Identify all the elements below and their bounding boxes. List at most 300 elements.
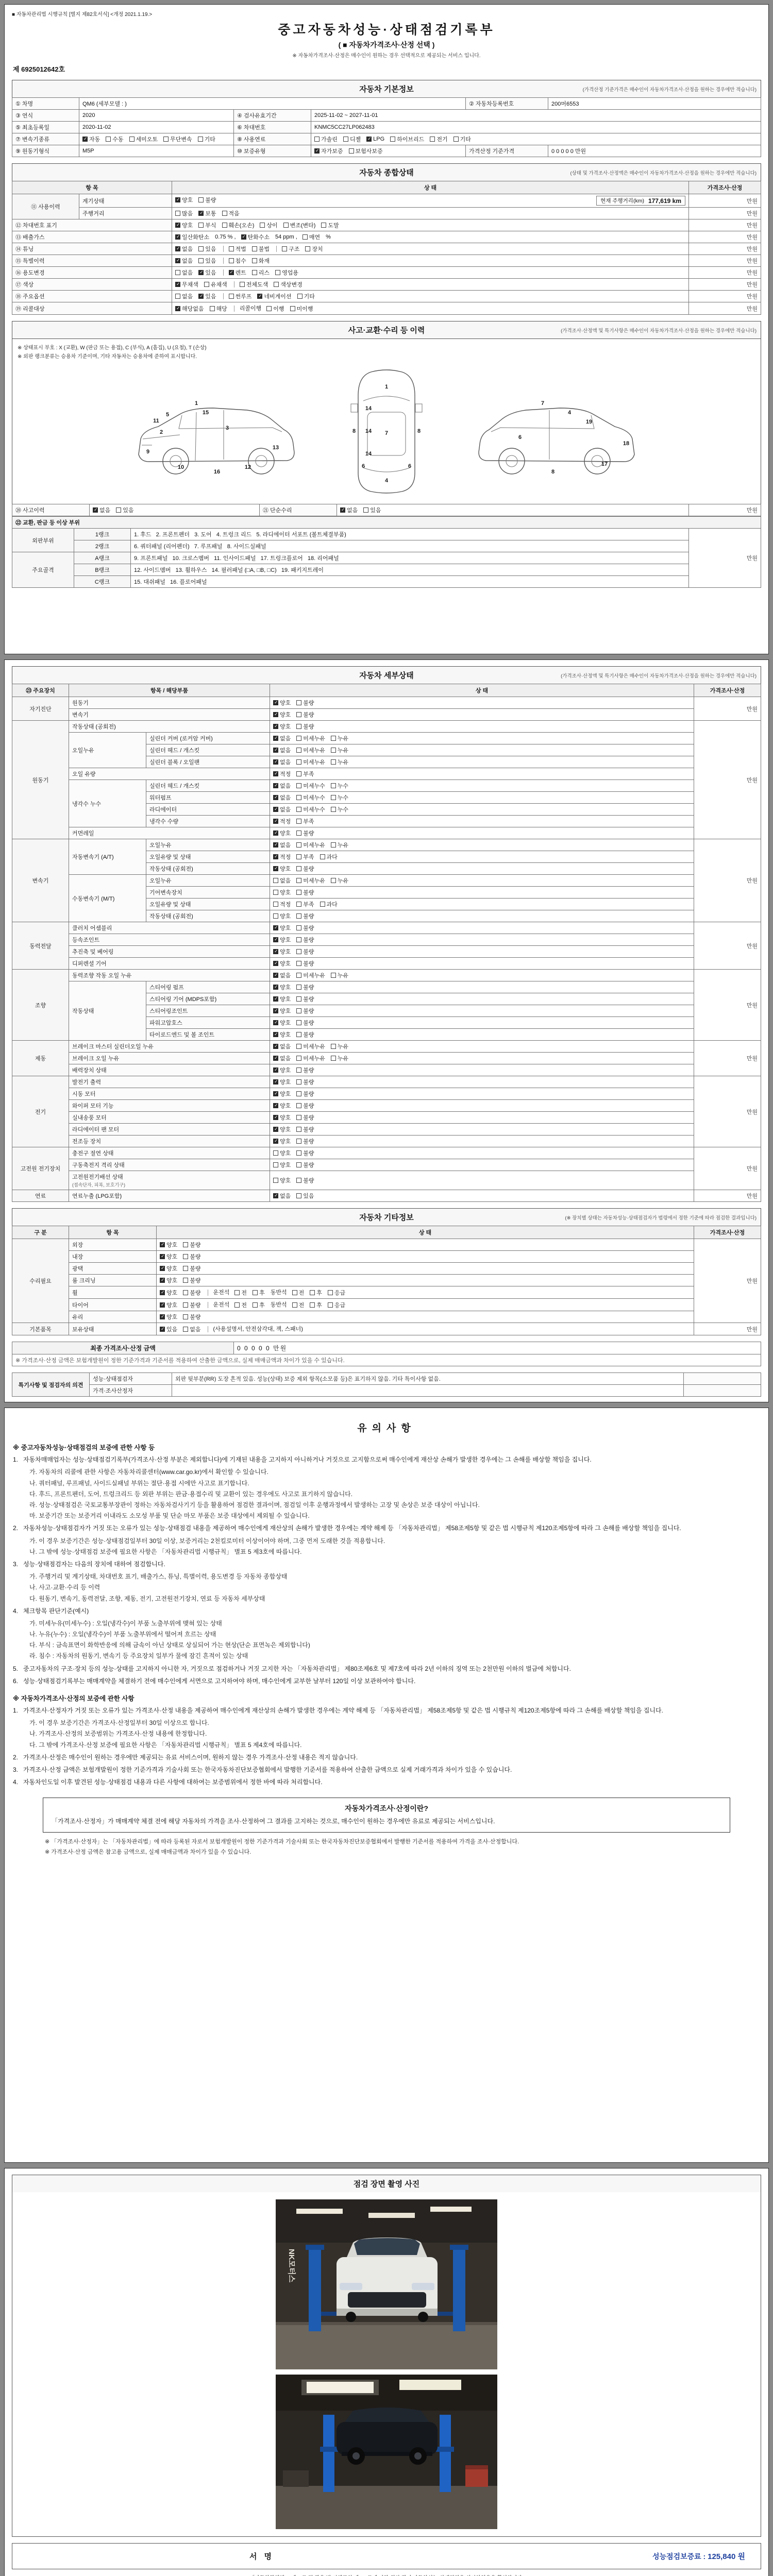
checkbox-option[interactable] [331, 758, 348, 766]
checkbox-option[interactable] [296, 817, 314, 825]
checkbox-option[interactable] [273, 971, 291, 979]
checkbox-option[interactable] [296, 971, 325, 979]
notice-item [13, 1523, 760, 1533]
checkbox-option[interactable] [331, 782, 348, 790]
checkbox-option[interactable] [183, 1252, 200, 1261]
checkbox-option[interactable] [273, 734, 291, 742]
checkbox-option[interactable] [340, 506, 358, 514]
checkbox-option[interactable] [273, 1007, 291, 1015]
checkbox-option[interactable] [273, 924, 291, 932]
checkbox-option[interactable] [296, 782, 325, 790]
checkbox-option[interactable] [175, 209, 193, 217]
checkbox-option[interactable] [296, 746, 325, 754]
checkbox-option[interactable] [296, 959, 314, 968]
checkbox-option[interactable] [296, 1078, 314, 1086]
device-row [12, 1323, 761, 1335]
checkbox-option[interactable] [253, 1301, 265, 1309]
checkbox-label: 기타 [460, 137, 471, 143]
checkbox-option[interactable] [175, 196, 193, 204]
checkbox-option[interactable] [296, 770, 314, 778]
checkbox-option[interactable] [183, 1325, 200, 1333]
checkbox-option[interactable] [160, 1313, 177, 1321]
checkbox-label: 양호 [280, 1178, 291, 1184]
checkbox-option[interactable] [273, 947, 291, 956]
checkbox-option[interactable] [198, 196, 216, 204]
device-row [12, 958, 761, 970]
checkbox-box [273, 783, 278, 788]
sub-group: 자동변속기 (A/T) [69, 839, 146, 875]
checkbox-option[interactable] [198, 221, 216, 229]
section-etc-title: 자동차 기타정보 [359, 1213, 414, 1222]
checkbox-option[interactable] [273, 1176, 291, 1184]
device-group: 변속기 [12, 839, 69, 922]
rank-label: B랭크 [74, 564, 131, 576]
checkbox-label: 기타 [304, 294, 315, 300]
checkbox-option[interactable] [273, 1054, 291, 1062]
checkbox-option[interactable] [163, 135, 192, 143]
checkbox-label: 디젤 [349, 137, 361, 143]
checkbox-label: 불량 [303, 1127, 314, 1133]
checkbox-option[interactable] [241, 233, 270, 241]
checkbox-option[interactable] [296, 1113, 314, 1122]
checkbox-option[interactable] [175, 245, 193, 253]
diagram-number: 17 [601, 461, 608, 468]
checkbox-option[interactable] [296, 1090, 314, 1098]
checkbox-option[interactable] [198, 245, 216, 253]
checkbox-box [296, 925, 301, 930]
notice-text: 성능·상태점검자는 다음의 장치에 대하여 점검합니다. [23, 1560, 165, 1568]
checkbox-option[interactable] [296, 865, 314, 873]
checkbox-box [296, 937, 301, 942]
checkbox-option[interactable] [296, 758, 325, 766]
checkbox-option[interactable] [273, 983, 291, 991]
checkbox-option[interactable] [160, 1252, 177, 1261]
state-cell [172, 267, 689, 279]
checkbox-option[interactable] [283, 221, 316, 229]
checkbox-option[interactable] [229, 268, 246, 277]
checkbox-option[interactable] [183, 1301, 200, 1309]
overall-row [12, 302, 761, 315]
checkbox-option[interactable] [303, 233, 320, 241]
checkbox-option[interactable] [305, 245, 323, 253]
checkbox-option[interactable] [273, 1161, 291, 1169]
checkbox-label: 양호 [280, 1103, 291, 1109]
info-box-title: 자동차가격조사·산정이란? [345, 1804, 428, 1813]
checkbox-option[interactable] [273, 1137, 291, 1145]
price-cell: 만원 [689, 231, 761, 243]
checkbox-option[interactable] [343, 135, 361, 143]
checkbox-label: 불량 [303, 1079, 314, 1086]
checkbox-label: 후 [259, 1290, 265, 1297]
checkbox-option[interactable] [296, 734, 325, 742]
device-row [12, 1263, 761, 1275]
checkbox-option[interactable] [296, 1176, 314, 1184]
etc-header-row [12, 1226, 761, 1239]
checkbox-option[interactable] [273, 888, 291, 896]
checkbox-box [273, 736, 278, 741]
checkbox-option[interactable] [296, 841, 325, 849]
checkbox-option[interactable] [349, 147, 383, 155]
checkbox-option[interactable] [229, 257, 246, 265]
device-row [12, 1088, 761, 1100]
checkbox-option[interactable] [273, 829, 291, 837]
checkbox-box [296, 1115, 301, 1120]
checkbox-option[interactable] [183, 1276, 200, 1284]
checkbox-option[interactable] [273, 722, 291, 731]
checkbox-option[interactable] [82, 135, 100, 143]
checkbox-option[interactable] [390, 135, 424, 143]
divider [223, 293, 224, 299]
state-cell [270, 816, 694, 827]
item-label: 기어변속장치 [146, 887, 270, 899]
checkbox-option[interactable] [273, 1090, 291, 1098]
checkbox-option[interactable] [273, 1149, 291, 1157]
state-code-legend: ※ 상태표시 부호 : X (교환), W (판금 또는 용접), C (부식), A (흠집), U (요철), T (손상) [18, 345, 207, 351]
checkbox-option[interactable] [310, 1289, 322, 1297]
checkbox-option[interactable] [252, 257, 270, 265]
checkbox-option[interactable] [296, 888, 314, 896]
checkbox-label: 양호 [280, 1139, 291, 1145]
checkbox-option[interactable] [198, 135, 215, 143]
checkbox-option[interactable] [222, 221, 255, 229]
checkbox-option[interactable] [234, 1289, 247, 1297]
checkbox-option[interactable] [366, 136, 384, 142]
checkbox-label: 수동 [112, 137, 124, 143]
checkbox-option[interactable] [160, 1325, 177, 1333]
checkbox-option[interactable] [273, 1192, 291, 1200]
device-row [12, 1136, 761, 1147]
document-subtitle: ( ■ 자동차가격조사·산정 선택 ) [338, 41, 435, 49]
checkbox-option[interactable] [160, 1276, 177, 1284]
checkbox-option[interactable] [296, 1137, 314, 1145]
device-row [12, 1053, 761, 1064]
checkbox-option[interactable] [160, 1289, 177, 1297]
checkbox-option[interactable] [297, 292, 315, 300]
checkbox-option[interactable] [273, 793, 291, 802]
checkbox-option[interactable] [175, 268, 193, 277]
checkbox-option[interactable] [273, 770, 291, 778]
checkbox-label: 훼손(오손) [228, 223, 255, 229]
checkbox-option[interactable] [320, 900, 338, 908]
checkbox-option[interactable] [320, 853, 338, 861]
checkbox-option[interactable] [296, 699, 314, 707]
checkbox-label: 없음 [182, 246, 193, 252]
checkbox-box [273, 913, 278, 919]
checkbox-option[interactable] [273, 1042, 291, 1050]
checkbox-option[interactable] [210, 304, 227, 313]
checkbox-option[interactable] [240, 280, 268, 289]
checkbox-label: 없음 [280, 878, 291, 884]
document-title: 중고자동차성능·상태점검기록부 [278, 23, 495, 37]
page-4 [4, 2168, 769, 2576]
checkbox-option[interactable] [296, 722, 314, 731]
item-label: ⑫ 차대번호 표기 [12, 219, 172, 231]
checkbox-option[interactable] [273, 900, 291, 908]
checkbox-option[interactable] [222, 209, 240, 217]
checkbox-box [292, 1302, 297, 1308]
checkbox-option[interactable] [310, 1301, 322, 1309]
page-2 [4, 659, 769, 1402]
checkbox-box [297, 294, 303, 299]
checkbox-box [273, 807, 278, 812]
checkbox-box [160, 1327, 165, 1332]
sub-group: 냉각수 누수 [69, 780, 146, 827]
checkbox-option[interactable] [273, 782, 291, 790]
final-price-note-row [12, 1354, 761, 1366]
checkbox-option[interactable] [290, 304, 313, 313]
checkbox-option[interactable] [273, 959, 291, 968]
checkbox-option[interactable] [175, 292, 193, 300]
checkbox-label: 없음 [280, 1056, 291, 1062]
checkbox-option[interactable] [106, 135, 123, 143]
checkbox-option[interactable] [183, 1289, 200, 1297]
checkbox-option[interactable] [266, 304, 284, 313]
checkbox-option[interactable] [292, 1289, 305, 1297]
checkbox-box [198, 294, 204, 299]
checkbox-option[interactable] [296, 1019, 314, 1027]
checkbox-option[interactable] [175, 280, 198, 289]
checkbox-option[interactable] [314, 147, 343, 155]
final-price-table [12, 1342, 761, 1366]
checkbox-option[interactable] [273, 817, 291, 825]
checkbox-label: 미세누유 [303, 736, 325, 742]
checkbox-box [296, 890, 301, 895]
checkbox-option[interactable] [453, 135, 471, 143]
checkbox-option[interactable] [296, 829, 314, 837]
checkbox-option[interactable] [253, 1289, 265, 1297]
checkbox-option[interactable] [198, 268, 216, 277]
checkbox-option[interactable] [296, 936, 314, 944]
checkbox-option[interactable] [296, 1101, 314, 1110]
checkbox-option[interactable] [273, 805, 291, 814]
checkbox-option[interactable] [93, 506, 110, 514]
lift-post-right [440, 2415, 451, 2492]
checkbox-option[interactable] [183, 1313, 200, 1321]
checkbox-option[interactable] [198, 257, 216, 265]
state-text: 운전석 [213, 1302, 230, 1309]
rank-caption-row [12, 517, 761, 529]
checkbox-option[interactable] [198, 292, 216, 300]
checkbox-option[interactable] [204, 280, 227, 289]
checkbox-option[interactable] [175, 257, 193, 265]
checkbox-option[interactable] [296, 853, 314, 861]
checkbox-option[interactable] [331, 1042, 348, 1050]
device-row [12, 697, 761, 709]
checkbox-option[interactable] [273, 1101, 291, 1110]
checkbox-option[interactable] [273, 746, 291, 754]
checkbox-option[interactable] [183, 1264, 200, 1273]
checkbox-option[interactable] [252, 268, 270, 277]
checkbox-box [390, 137, 395, 142]
checkbox-option[interactable] [321, 221, 339, 229]
diagram-number: 6 [361, 463, 365, 470]
state-text: (사용설명서, 안전삼각대, 잭, 스패너) [213, 1326, 303, 1333]
checkbox-box [296, 1178, 301, 1183]
checkbox-label: 없음 [182, 258, 193, 264]
checkbox-option[interactable] [273, 758, 291, 766]
rank-row [12, 529, 761, 540]
section-overall-note: (상태 및 가격조사·산정액은 매수인이 자동차가격조사·산정을 원하는 경우에만 적습니다) [570, 170, 757, 176]
checkbox-option[interactable] [296, 1161, 314, 1169]
rank-label: A랭크 [74, 552, 131, 564]
state-cell [270, 1190, 694, 1202]
notice-subitem: 가. 미세누유(미세누수) : 오일(냉각수)이 부품 노출부위에 맺혀 있는 상태 [29, 1619, 222, 1627]
checkbox-box [252, 270, 257, 275]
odometer-box [596, 196, 685, 206]
checkbox-option[interactable] [296, 805, 325, 814]
checkbox-box [314, 137, 320, 142]
checkbox-box [273, 1056, 278, 1061]
checkbox-option[interactable] [331, 1054, 348, 1062]
checkbox-option[interactable] [363, 506, 381, 514]
checkbox-option[interactable] [331, 746, 348, 754]
simple-repair-checks [337, 504, 689, 516]
checkbox-option[interactable] [273, 995, 291, 1003]
checkbox-label: 누수 [337, 807, 349, 813]
checkbox-option[interactable] [229, 245, 246, 253]
checkbox-option[interactable] [234, 1301, 247, 1309]
checkbox-option[interactable] [160, 1301, 177, 1309]
checkbox-option[interactable] [430, 135, 447, 143]
checkbox-option[interactable] [296, 710, 314, 719]
checkbox-box [273, 949, 278, 954]
checkbox-option[interactable] [296, 900, 314, 908]
opinion-text-inspector: 외판 뒷부분(RR) 도장 흔적 있음. 성능(상태) 보증 제외 항목(소모품 등)은 표기하지 않음. 기타 특이사항 없음. [172, 1373, 684, 1385]
checkbox-box [273, 1020, 278, 1025]
checkbox-option[interactable] [296, 1125, 314, 1133]
checkbox-label: 양호 [166, 1290, 178, 1297]
checkbox-label: 양호 [280, 949, 291, 955]
checkbox-label: 양호 [182, 223, 193, 229]
checkbox-option[interactable] [260, 221, 277, 229]
checkbox-option[interactable] [331, 971, 348, 979]
checkbox-option[interactable] [273, 865, 291, 873]
checkbox-option[interactable] [160, 1241, 177, 1249]
checkbox-option[interactable] [257, 292, 291, 300]
checkbox-option[interactable] [296, 876, 325, 885]
checkbox-option[interactable] [296, 924, 314, 932]
checkbox-option[interactable] [175, 304, 204, 313]
checkbox-option[interactable] [273, 1113, 291, 1122]
checkbox-label: 미세누유 [303, 748, 325, 754]
device-group: 연료 [12, 1190, 69, 1202]
checkbox-option[interactable] [296, 1066, 314, 1074]
checkbox-box [296, 854, 301, 859]
checkbox-option[interactable] [331, 734, 348, 742]
checkbox-option[interactable] [331, 841, 348, 849]
device-row [12, 1041, 761, 1053]
checkbox-option[interactable] [282, 245, 299, 253]
checkbox-label: 불량 [303, 1115, 314, 1121]
checkbox-option[interactable] [175, 221, 193, 229]
checkbox-option[interactable] [328, 1301, 345, 1309]
checkbox-label: 불량 [303, 712, 314, 718]
item-label: 워터펌프 [146, 792, 270, 804]
checkbox-option[interactable] [273, 1019, 291, 1027]
detail-header-row [12, 684, 761, 697]
checkbox-option[interactable] [328, 1289, 345, 1297]
checkbox-option[interactable] [292, 1301, 305, 1309]
checkbox-box [183, 1254, 188, 1259]
checkbox-option[interactable] [273, 841, 291, 849]
checkbox-option[interactable] [296, 793, 325, 802]
checkbox-option[interactable] [296, 947, 314, 956]
checkbox-label: 양호 [280, 724, 291, 730]
checkbox-label: 전 [298, 1302, 305, 1309]
checkbox-option[interactable] [273, 912, 291, 920]
checkbox-option[interactable] [273, 1030, 291, 1039]
overall-row [12, 243, 761, 255]
checkbox-option[interactable] [331, 876, 348, 885]
checkbox-box [296, 1193, 301, 1198]
checkbox-option[interactable] [273, 1066, 291, 1074]
checkbox-option[interactable] [296, 983, 314, 991]
checkbox-option[interactable] [274, 280, 303, 289]
checkbox-option[interactable] [229, 292, 252, 300]
checkbox-option[interactable] [160, 1264, 177, 1273]
checkbox-option[interactable] [273, 1125, 291, 1133]
item-label: 스티어링 펌프 [146, 981, 270, 993]
checkbox-option[interactable] [331, 805, 348, 814]
checkbox-option[interactable] [273, 1078, 291, 1086]
checkbox-option[interactable] [296, 1192, 314, 1200]
device-row [12, 1064, 761, 1076]
checkbox-option[interactable] [198, 209, 216, 217]
checkbox-option[interactable] [273, 876, 291, 885]
checkbox-box [229, 258, 234, 263]
state-cell [157, 1275, 694, 1286]
checkbox-label: 있음 [123, 507, 134, 514]
checkbox-option[interactable] [331, 793, 348, 802]
checkbox-option[interactable] [314, 135, 338, 143]
checkbox-label: 없음 [182, 294, 193, 300]
basic-row [12, 145, 761, 157]
checkbox-option[interactable] [296, 1007, 314, 1015]
notice-subitem: 나. 가격조사·산정의 보증범위는 가격조사·산정 내용에 한정합니다. [29, 1730, 207, 1738]
checkbox-box [129, 137, 135, 142]
checkbox-option[interactable] [183, 1241, 200, 1249]
checkbox-option[interactable] [116, 506, 133, 514]
state-cell [157, 1311, 694, 1323]
checkbox-option[interactable] [296, 995, 314, 1003]
checkbox-option[interactable] [129, 135, 158, 143]
notice-text: 가격조사·산정 금액은 보험개발원이 정한 기준가격과 기술사회 또는 한국자동차진단보증협회에서 발행한 기준서를 적용하여 산출한 금액으로 실제 거래가격과 차이가 있을 수 있습니다. [23, 1766, 512, 1773]
checkbox-box [310, 1290, 315, 1295]
checkbox-label: 부족 [303, 819, 314, 825]
state-cell [157, 1251, 694, 1263]
device-row [12, 922, 761, 934]
checkbox-option[interactable] [296, 1042, 325, 1050]
checkbox-option[interactable] [175, 233, 209, 241]
checkbox-option[interactable] [273, 699, 291, 707]
checkbox-option[interactable] [296, 1149, 314, 1157]
checkbox-label: 불량 [303, 831, 314, 837]
checkbox-box [282, 246, 287, 251]
checkbox-option[interactable] [273, 936, 291, 944]
checkbox-option[interactable] [296, 1054, 325, 1062]
checkbox-option[interactable] [275, 268, 298, 277]
checkbox-option[interactable] [296, 912, 314, 920]
checkbox-box [273, 819, 278, 824]
device-group: 고전원 전기장치 [12, 1147, 69, 1190]
item-label: 충전구 절연 상태 [69, 1147, 270, 1159]
checkbox-option[interactable] [273, 853, 291, 861]
checkbox-option[interactable] [296, 1030, 314, 1039]
checkbox-label: 없음 [182, 270, 193, 276]
checkbox-option[interactable] [273, 710, 291, 719]
checkbox-option[interactable] [252, 245, 270, 253]
opinion-sign-cell [684, 1373, 761, 1385]
